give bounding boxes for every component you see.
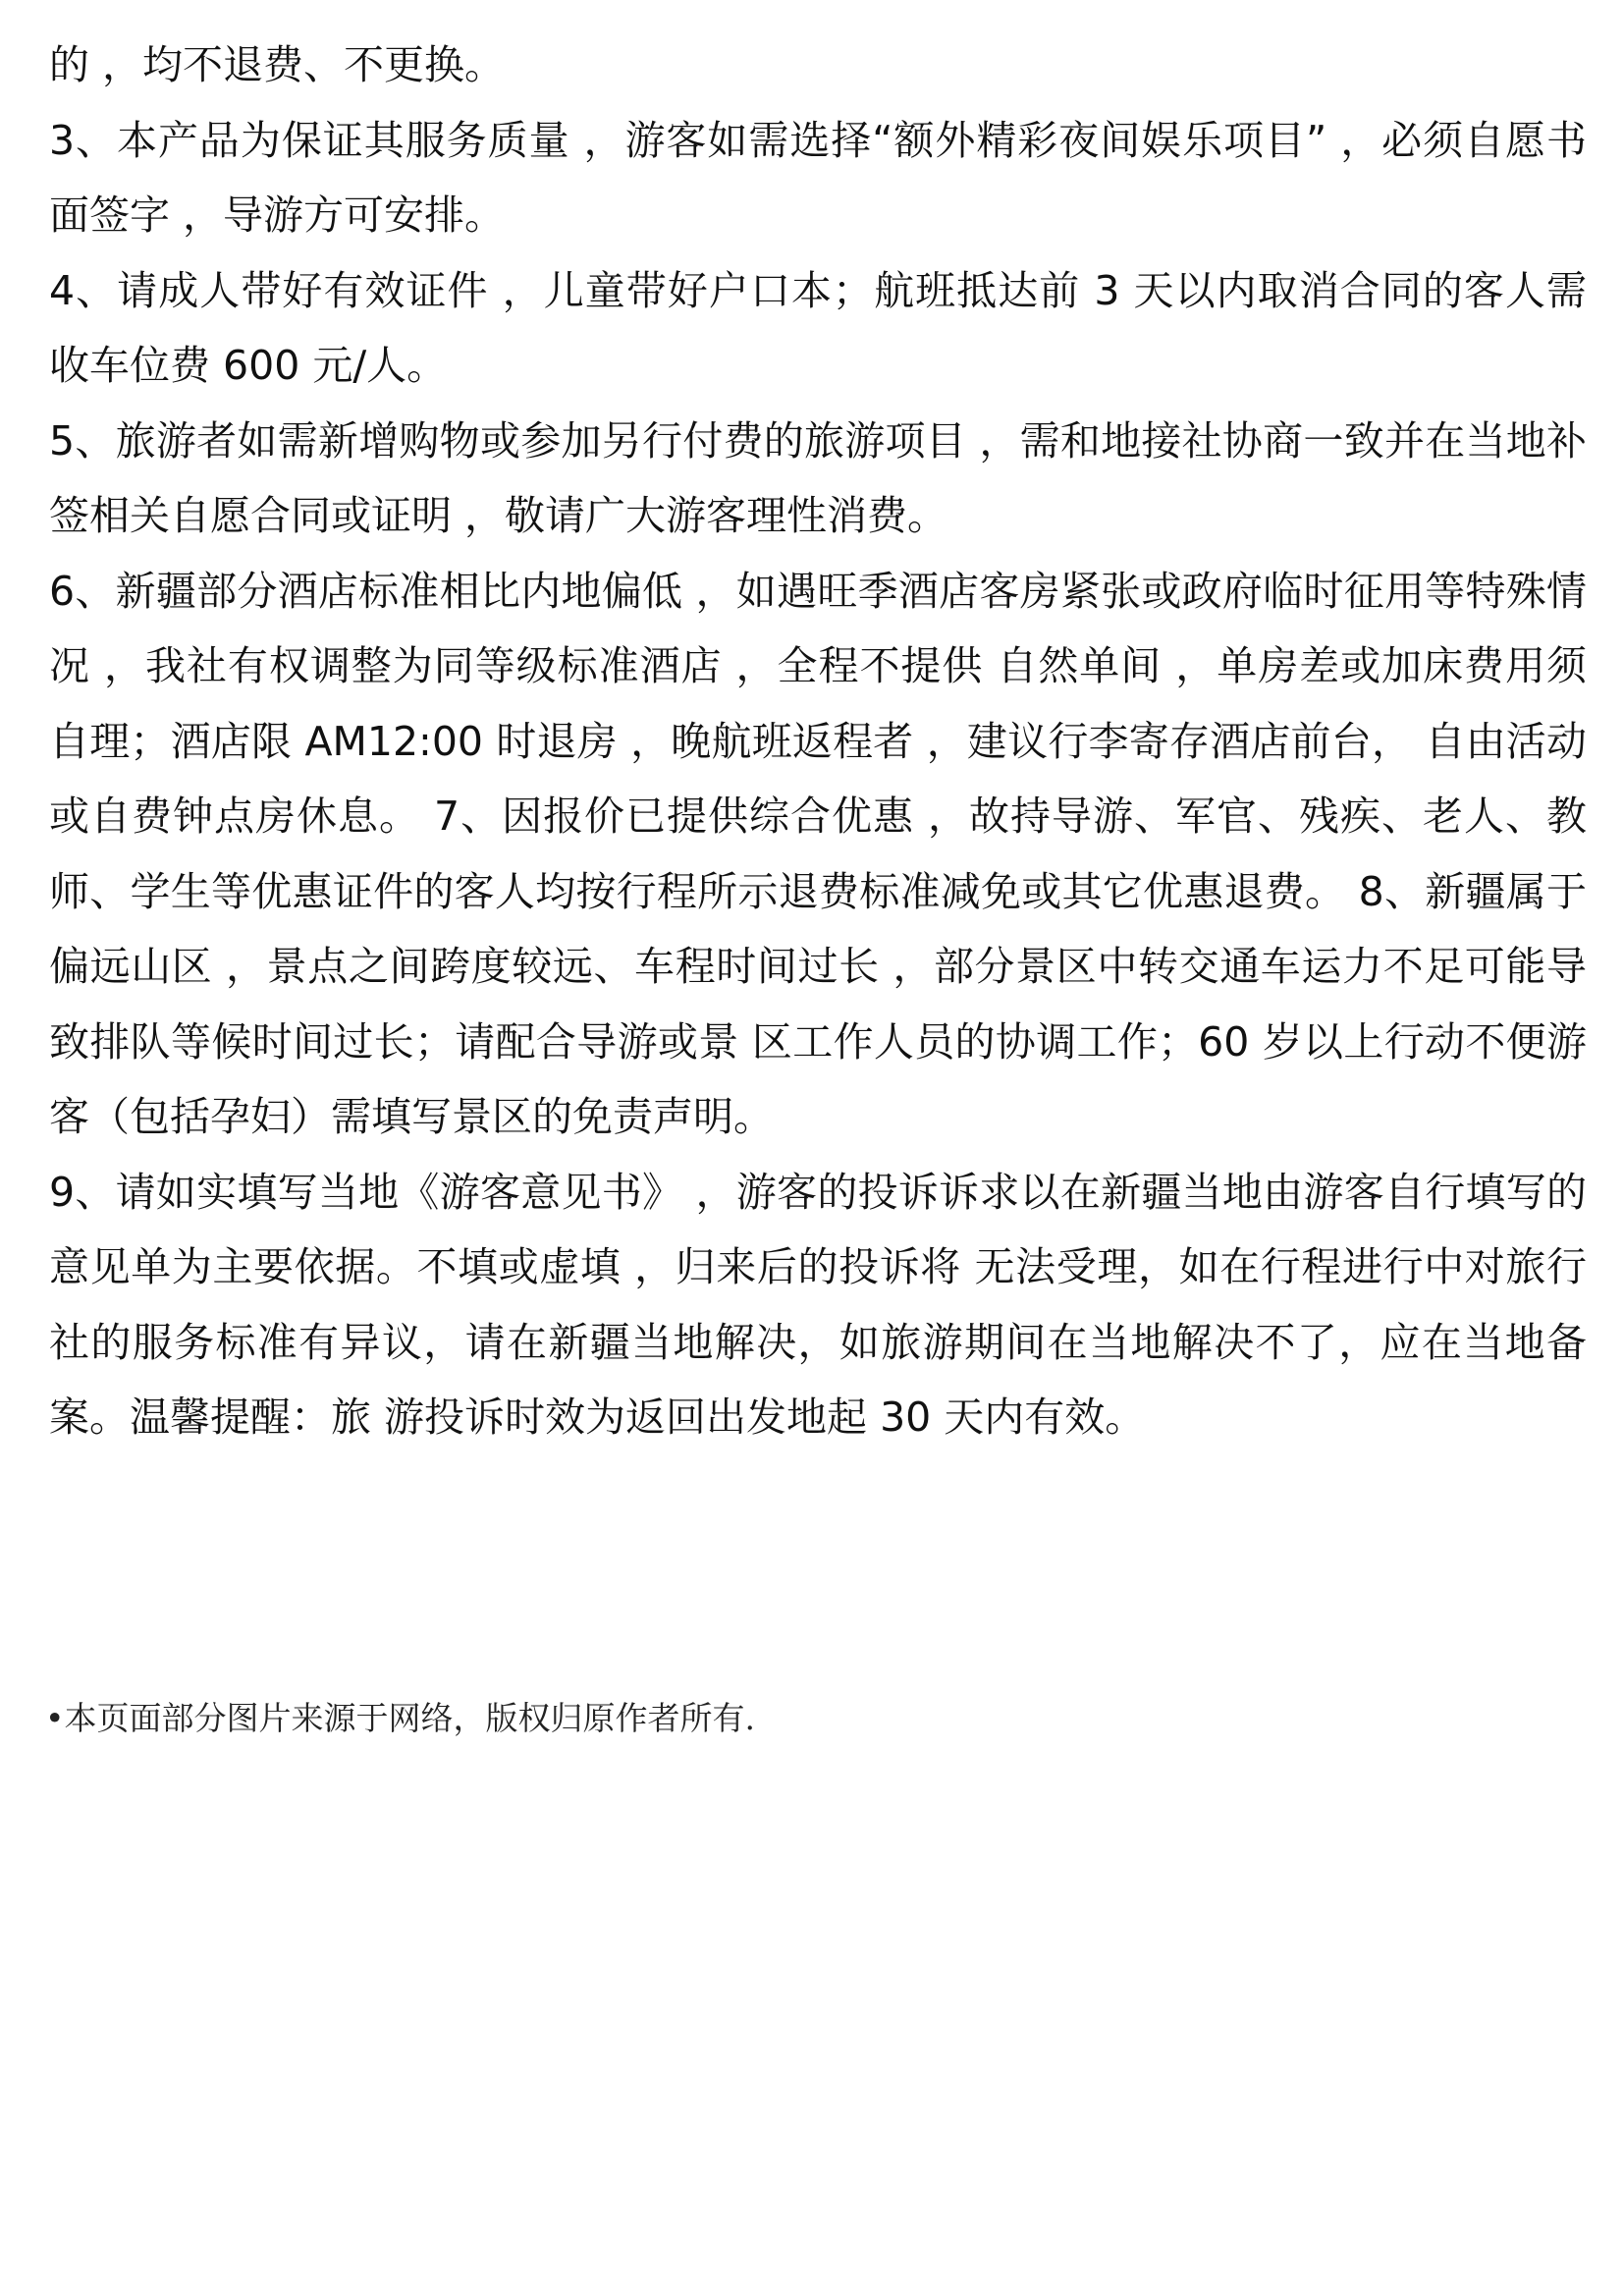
paragraph-documents-cancellation: 4、请成人带好有效证件 ，儿童带好户口本；航班抵达前 3 天以内取消合同的客人需收车位费 600 元/人。 <box>49 266 1587 389</box>
paragraph-hotel-discount-remote-area: 6、新疆部分酒店标准相比内地偏低 ，如遇旺季酒店客房紧张或政府临时征用等特殊情况 ，我社有权调整为同等级标准酒店 ，全程不提供 自然单间 ，单房差或加床费用须自理；酒店限 AM12:00 时退房 ，晚航班返程者 ，建议行李寄存酒店前台， 自由活动或自费钟点房休息。 7、因报价已提供综合优惠 ，故持导游、军官、残疾、老人、教师、学生等优惠证件的客人均按行程所示退费标准减免或其它优惠退费。 8、新疆属于偏远山区 ，景点之间跨度较远、车程时间过长 ，部分景区中转交通车运力不足可能导致排队等候时间过长；请配合导游或景 区工作人员的协调工作；60 岁以上行动不便游客（包括孕妇）需填写景区的免责声明。 <box>49 567 1587 1140</box>
paragraph-feedback-complaints: 9、请如实填写当地《游客意见书》 ，游客的投诉诉求以在新疆当地由游客自行填写的意见单为主要依据。不填或虚填 ，归来后的投诉将 无法受理，如在行程进行中对旅行社的服务标准有异议，请在新疆当地解决，如旅游期间在当地解决不了，应在当地备案。温馨提醒：旅 游投诉时效为返回出发地起 30 天内有效。 <box>49 1168 1587 1441</box>
image-source-footnote: •本页面部分图片来源于网络，版权归原作者所有. <box>45 1699 755 1737</box>
paragraph-shopping-extra-items: 5、旅游者如需新增购物或参加另行付费的旅游项目 ，需和地接社协商一致并在当地补签相关自愿合同或证明 ，敬请广大游客理性消费。 <box>49 416 1587 539</box>
paragraph-night-entertainment: 3、本产品为保证其服务质量 ，游客如需选择“额外精彩夜间娱乐项目” ，必须自愿书面签字 ，导游方可安排。 <box>49 116 1587 239</box>
document-body <box>49 27 1587 1455</box>
paragraph-refund-note: 的 ，均不退费、不更换。 <box>49 41 506 88</box>
